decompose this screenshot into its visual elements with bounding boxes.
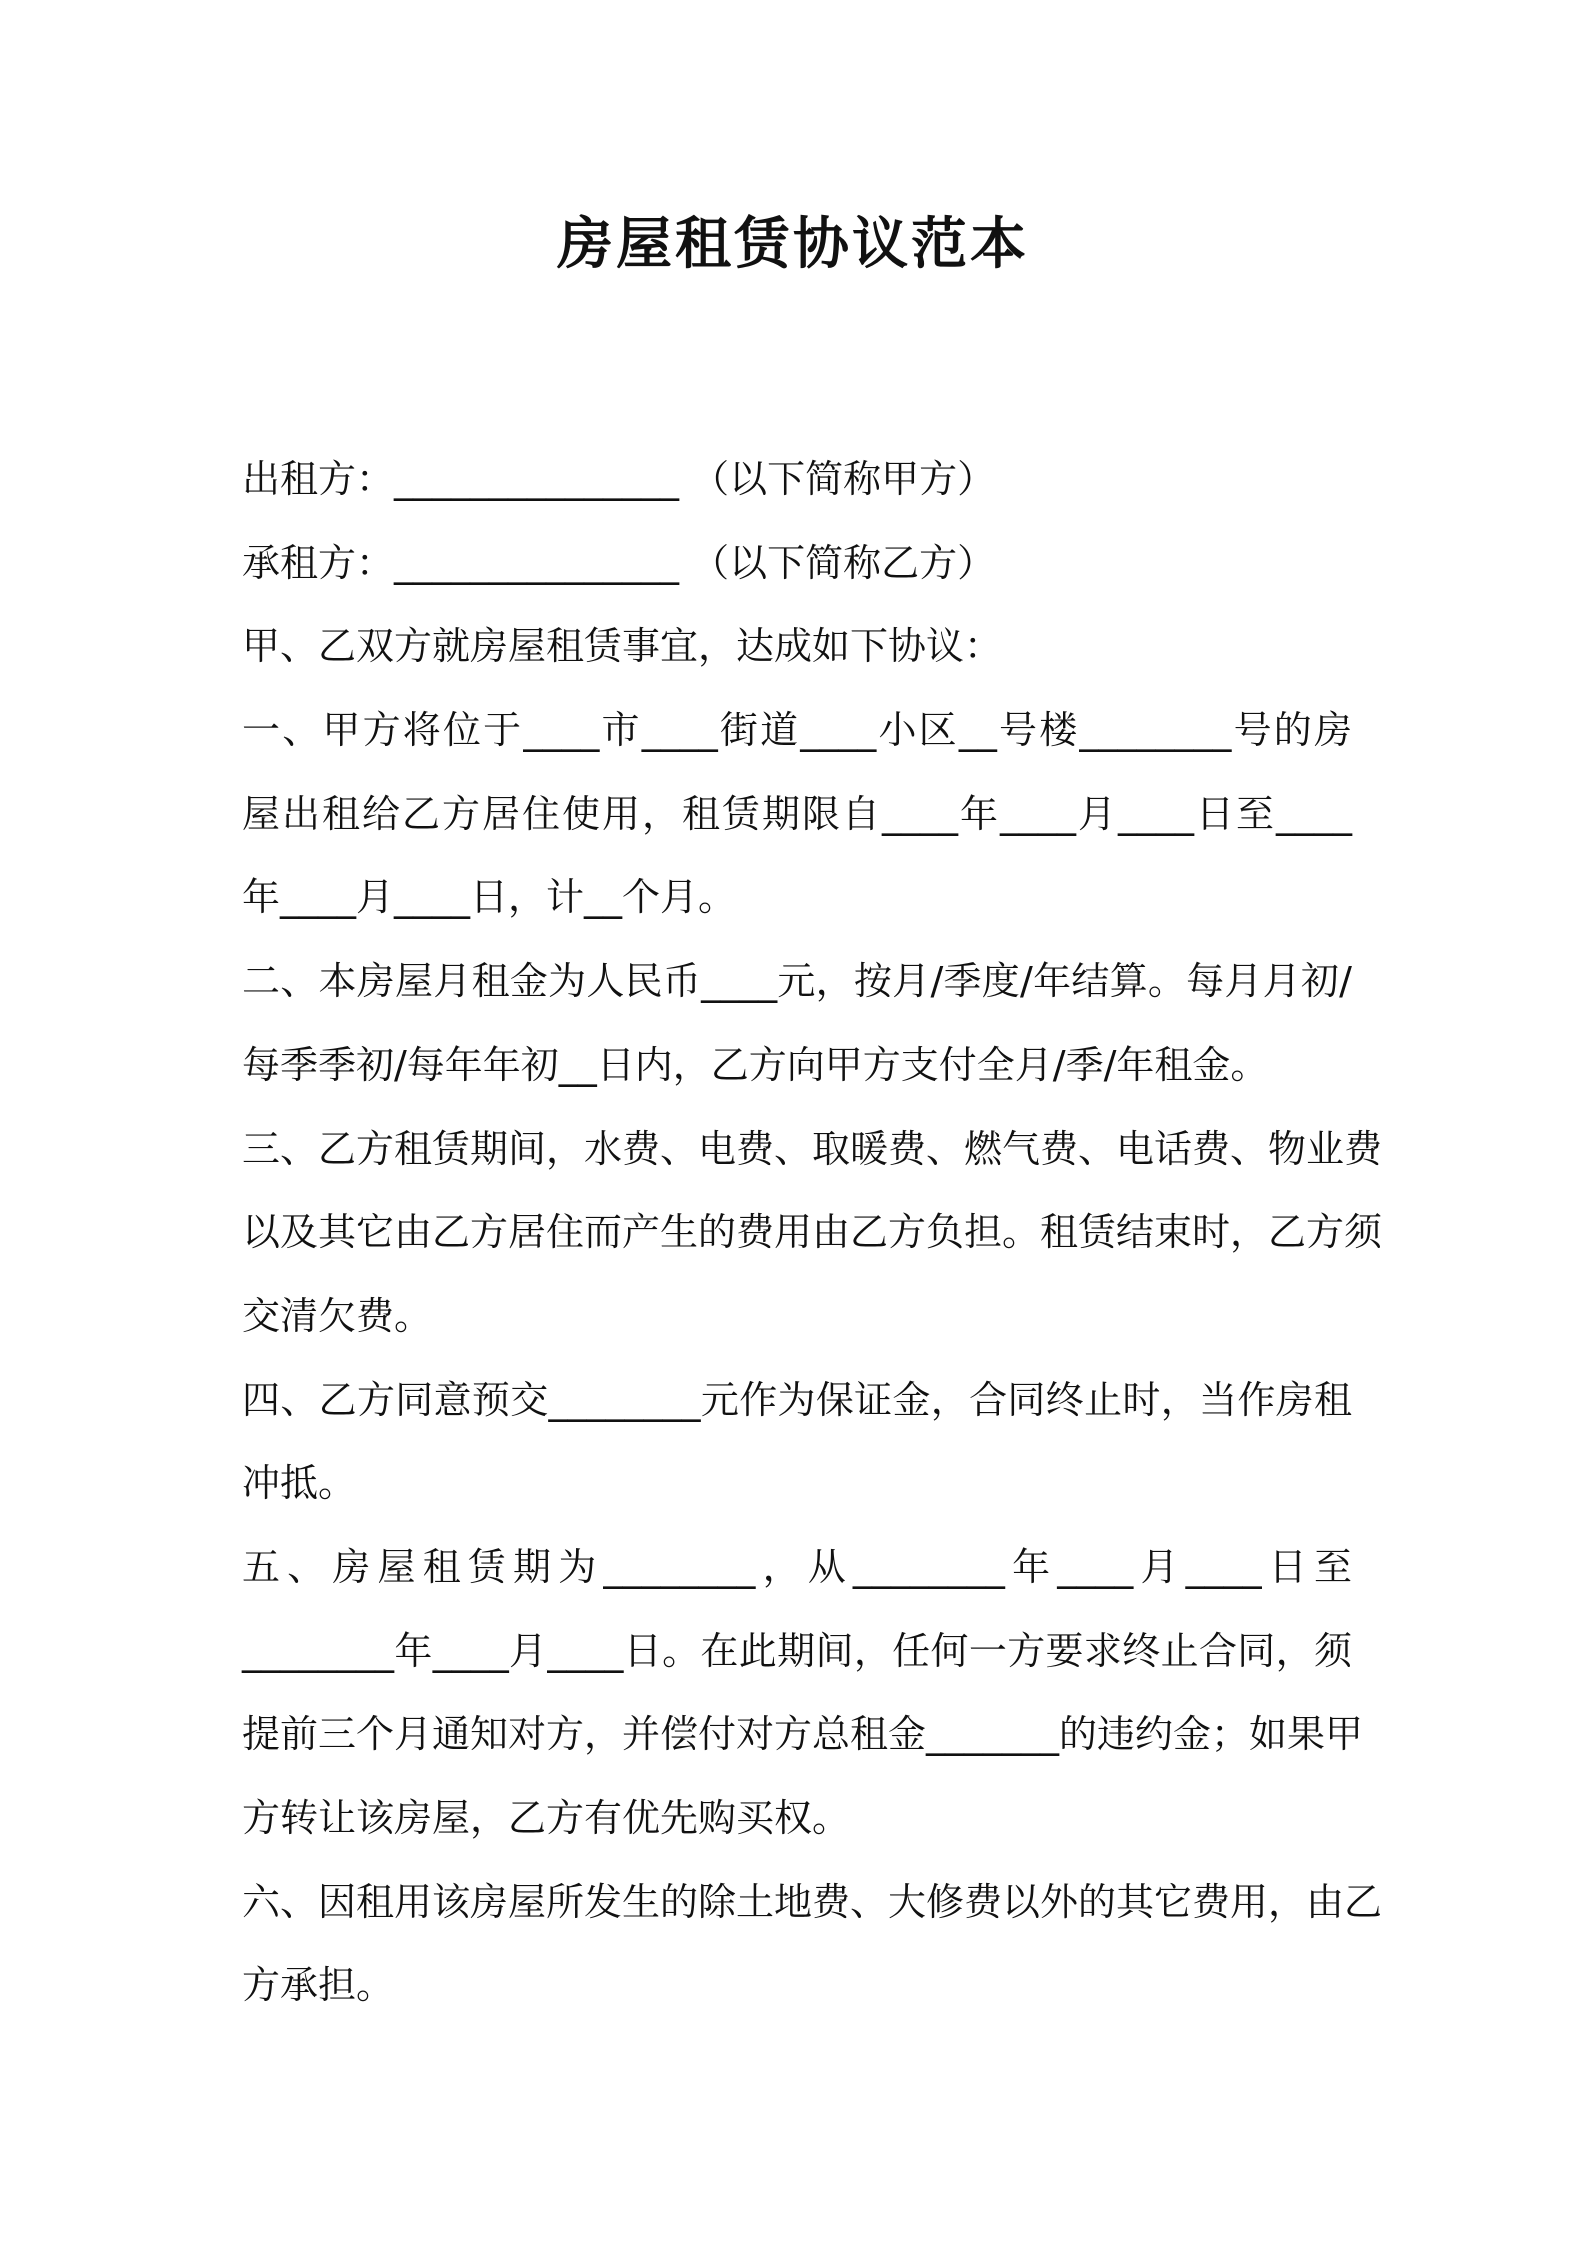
lessee-line: 承租方：_______________ （以下简称乙方） xyxy=(242,540,996,585)
clause-5-line-3: 提前三个月通知对方，并偿付对方总租金_______的违约金；如果甲 xyxy=(242,1712,1364,1757)
clause-4-line-1: 四、乙方同意预交________元作为保证金，合同终止时，当作房租 xyxy=(242,1377,1352,1422)
agreement-intro-line: 甲、乙双方就房屋租赁事宜，达成如下协议： xyxy=(242,624,1003,669)
clause-2-line-1: 二、本房屋月租金为人民币____元，按月/季度/年结算。每月月初/ xyxy=(242,959,1352,1004)
clause-5-line-1: 五、房屋租赁期为________，从________年____月____日至 xyxy=(242,1544,1352,1589)
clause-1-line-1: 一、甲方将位于____市____街道____小区__号楼________号的房 xyxy=(242,708,1352,753)
document-title: 房屋租赁协议范本 xyxy=(557,212,1029,277)
clause-1-line-3: 年____月____日，计__个月。 xyxy=(242,875,737,920)
clause-3-line-2: 以及其它由乙方居住而产生的费用由乙方负担。租赁结束时，乙方须 xyxy=(242,1210,1383,1255)
clause-3-line-1: 三、乙方租赁期间，水费、电费、取暖费、燃气费、电话费、物业费 xyxy=(242,1126,1383,1171)
clause-3-line-3: 交清欠费。 xyxy=(242,1293,433,1338)
clause-4-line-2: 冲抵。 xyxy=(242,1461,357,1506)
clause-6-line-1: 六、因租用该房屋所发生的除土地费、大修费以外的其它费用，由乙 xyxy=(242,1879,1383,1924)
clause-1-line-2: 屋出租给乙方居住使用，租赁期限自____年____月____日至____ xyxy=(242,791,1352,836)
document-body xyxy=(242,438,1383,2028)
clause-5-line-4: 方转让该房屋，乙方有优先购买权。 xyxy=(242,1796,851,1840)
clause-6-line-2: 方承担。 xyxy=(242,1963,395,2008)
lessor-line: 出租方：_______________ （以下简称甲方） xyxy=(242,457,996,501)
clause-5-line-2: ________年____月____日。在此期间，任何一方要求终止合同，须 xyxy=(242,1628,1352,1673)
clause-2-line-2: 每季季初/每年年初__日内，乙方向甲方支付全月/季/年租金。 xyxy=(242,1042,1269,1087)
